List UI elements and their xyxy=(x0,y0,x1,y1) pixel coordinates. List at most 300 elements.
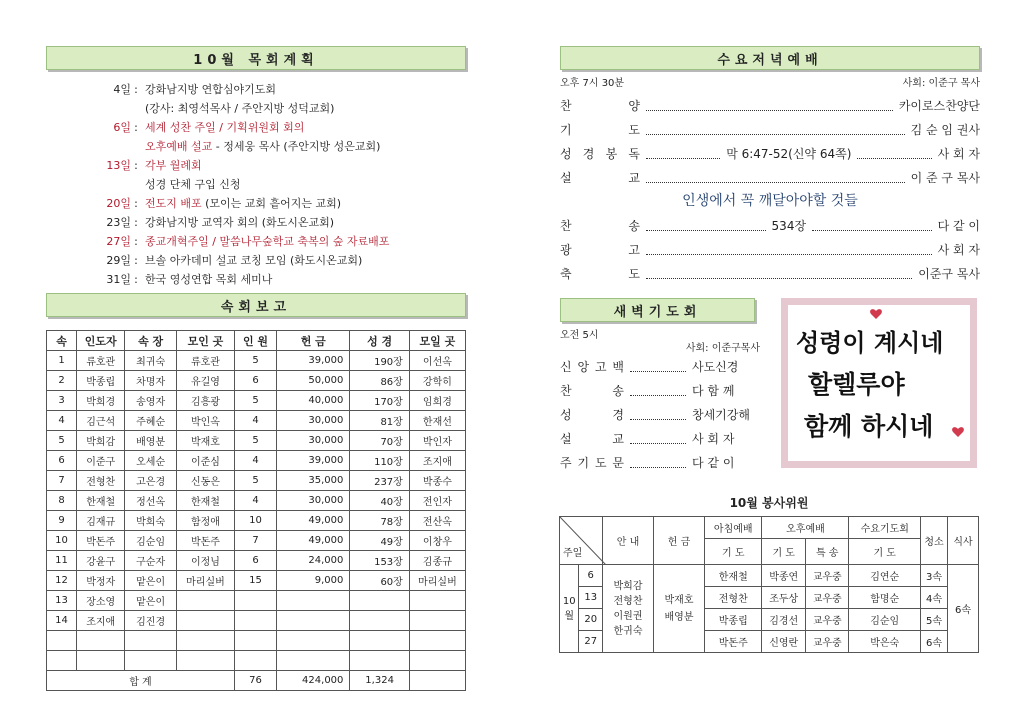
order-label: 설 교 xyxy=(560,170,640,185)
table-cell: 박인자 xyxy=(409,431,465,451)
table-cell: 마리실버 xyxy=(409,571,465,591)
table-cell: 이정님 xyxy=(176,551,234,571)
table-cell: 50,000 xyxy=(277,371,350,391)
plan-date xyxy=(46,175,131,194)
plan-text-highlight: 전도지 배포 xyxy=(145,197,202,210)
calligraphy-line-3: 함께 하시네 xyxy=(804,412,934,441)
cell-report-title: 속회보고 xyxy=(220,299,292,315)
afternoon-header: 오후예배 xyxy=(762,517,849,539)
plan-item xyxy=(46,251,466,270)
clean-header: 청소 xyxy=(921,517,948,565)
table-cell xyxy=(350,591,409,611)
table-cell: 최귀숙 xyxy=(125,351,177,371)
table-row xyxy=(47,431,466,451)
table-cell: 김재규 xyxy=(77,511,125,531)
leader-dots xyxy=(646,100,893,111)
table-cell: 박재호 xyxy=(176,431,234,451)
offering-header: 헌 금 xyxy=(654,517,705,565)
plan-text xyxy=(141,137,380,156)
offering-name: 박재호 xyxy=(664,594,694,606)
plan-text: 브솔 아카데미 설교 코칭 모임 (화도시온교회) xyxy=(145,254,363,267)
cell-report-col-header: 헌 금 xyxy=(277,331,350,351)
wed-prayer-sub: 기 도 xyxy=(849,539,921,565)
order-value: 다 같 이 xyxy=(937,218,980,233)
table-cell xyxy=(47,631,77,651)
table-cell: 전형찬 xyxy=(77,471,125,491)
plan-item xyxy=(46,270,466,289)
table-cell: 임희경 xyxy=(409,391,465,411)
plan-item xyxy=(46,118,466,137)
table-cell: 유길영 xyxy=(176,371,234,391)
table-cell: 맡은이 xyxy=(125,571,177,591)
table-row xyxy=(47,411,466,431)
table-cell: 70장 xyxy=(350,431,409,451)
table-cell: 맡은이 xyxy=(125,591,177,611)
dawn-line xyxy=(560,450,760,474)
table-cell: 한재철 xyxy=(176,491,234,511)
wednesday-time: 오후 7시 30분 xyxy=(560,78,625,89)
table-row xyxy=(47,511,466,531)
table-cell: 5 xyxy=(47,431,77,451)
dawn-label: 신 앙 고 백 xyxy=(560,359,624,374)
plan-text: 각부 월례회 xyxy=(145,159,202,172)
afternoon-prayer-cell: 김경선 xyxy=(762,609,805,631)
cell-report-col-header: 모일 곳 xyxy=(409,331,465,351)
table-cell xyxy=(409,651,465,671)
table-cell xyxy=(277,611,350,631)
table-cell xyxy=(77,631,125,651)
table-row xyxy=(47,571,466,591)
table-cell: 오세순 xyxy=(125,451,177,471)
afternoon-prayer-cell: 박종연 xyxy=(762,565,805,587)
plan-text: 한국 영성연합 목회 세미나 xyxy=(145,273,273,286)
order-middle: 막 6:47-52(신약 64쪽) xyxy=(726,146,852,161)
calligraphy-line-1: 성령이 계시네 xyxy=(796,329,944,357)
table-cell: 110장 xyxy=(350,451,409,471)
leader-dots xyxy=(812,220,932,231)
wed-prayer-cell: 김연순 xyxy=(849,565,921,587)
day-cell: 13 xyxy=(579,587,603,609)
plan-date: 31일 xyxy=(106,273,131,286)
day-cell: 6 xyxy=(579,565,603,587)
week-label: 주일 xyxy=(563,548,583,559)
table-cell: 30,000 xyxy=(277,491,350,511)
heart-icon-2 xyxy=(952,427,964,437)
afternoon-prayer-cell: 조두상 xyxy=(762,587,805,609)
total-people: 76 xyxy=(234,671,276,691)
table-cell xyxy=(277,631,350,651)
table-cell xyxy=(234,631,276,651)
plan-text: 강화남지방 교역자 회의 (화도시온교회) xyxy=(145,216,335,229)
plan-text: 세계 성찬 주일 / 기획위원회 회의 xyxy=(145,121,305,134)
table-cell: 5 xyxy=(234,471,276,491)
table-row xyxy=(47,371,466,391)
table-cell: 12 xyxy=(47,571,77,591)
calligraphy-art xyxy=(788,305,970,461)
table-cell: 장소영 xyxy=(77,591,125,611)
clean-cell: 3속 xyxy=(921,565,948,587)
clean-cell: 6속 xyxy=(921,631,948,653)
table-cell xyxy=(350,651,409,671)
total-label: 합 계 xyxy=(47,671,235,691)
dawn-value: 사 회 자 xyxy=(692,431,735,446)
total-offering: 424,000 xyxy=(277,671,350,691)
table-cell: 1 xyxy=(47,351,77,371)
table-cell: 81장 xyxy=(350,411,409,431)
table-cell: 153장 xyxy=(350,551,409,571)
table-cell xyxy=(47,651,77,671)
dawn-header xyxy=(560,298,755,322)
table-cell xyxy=(176,651,234,671)
plan-item xyxy=(46,213,466,232)
table-cell: 김흥광 xyxy=(176,391,234,411)
order-line xyxy=(560,117,980,141)
dawn-title: 새벽기도회 xyxy=(613,304,702,320)
table-cell: 강학히 xyxy=(409,371,465,391)
afternoon-prayer-sub: 기 도 xyxy=(762,539,805,565)
cell-report-header xyxy=(46,293,466,317)
table-cell: 9 xyxy=(47,511,77,531)
month-cell: 10월 xyxy=(560,565,579,653)
special-song-cell: 교우중 xyxy=(805,609,848,631)
volunteers-table xyxy=(559,516,979,653)
table-cell: 4 xyxy=(234,491,276,511)
total-bible: 1,324 xyxy=(350,671,409,691)
day-cell: 27 xyxy=(579,631,603,653)
table-row xyxy=(47,531,466,551)
table-cell xyxy=(277,651,350,671)
order-label: 성 경 봉 독 xyxy=(560,146,640,161)
table-cell: 조지애 xyxy=(409,451,465,471)
table-cell: 박희숙 xyxy=(125,511,177,531)
table-cell xyxy=(234,611,276,631)
leader-dots xyxy=(646,172,905,183)
dawn-time: 오전 5시 xyxy=(560,330,599,341)
leader-dots xyxy=(630,433,686,444)
table-cell: 배영분 xyxy=(125,431,177,451)
table-cell: 190장 xyxy=(350,351,409,371)
cell-report-header-row xyxy=(47,331,466,351)
plan-date: 27일 xyxy=(106,235,131,248)
order-value: 이 준 구 목사 xyxy=(910,170,980,185)
table-cell: 이준구 xyxy=(77,451,125,471)
leader-dots xyxy=(630,457,686,468)
plan-separator: : xyxy=(134,197,138,210)
table-cell: 강윤구 xyxy=(77,551,125,571)
oct-plan-header xyxy=(46,46,466,70)
leader-dots xyxy=(630,409,686,420)
morning-header: 아침예배 xyxy=(705,517,762,539)
table-cell: 김진경 xyxy=(125,611,177,631)
order-line xyxy=(560,213,980,237)
table-cell xyxy=(234,651,276,671)
dawn-host: 사회: 이준구목사 xyxy=(685,343,760,354)
table-cell: 박정자 xyxy=(77,571,125,591)
plan-separator: : xyxy=(134,254,138,267)
cell-report-total-row xyxy=(47,671,466,691)
table-row xyxy=(47,651,466,671)
table-cell xyxy=(350,611,409,631)
table-cell xyxy=(176,591,234,611)
table-cell: 6 xyxy=(234,551,276,571)
table-cell: 78장 xyxy=(350,511,409,531)
table-cell xyxy=(277,591,350,611)
plan-text xyxy=(141,194,341,213)
table-cell xyxy=(350,631,409,651)
meal-header: 식사 xyxy=(948,517,979,565)
plan-separator: : xyxy=(134,216,138,229)
week-header-cell xyxy=(560,517,603,565)
order-label: 축 도 xyxy=(560,266,640,281)
morning-prayer-cell: 박종립 xyxy=(705,609,762,631)
guide-header: 안 내 xyxy=(603,517,654,565)
table-cell: 40장 xyxy=(350,491,409,511)
guide-name: 이원권 xyxy=(613,610,643,622)
morning-prayer-cell: 한재철 xyxy=(705,565,762,587)
table-cell: 35,000 xyxy=(277,471,350,491)
table-cell: 30,000 xyxy=(277,431,350,451)
morning-prayer-sub: 기 도 xyxy=(705,539,762,565)
table-cell: 15 xyxy=(234,571,276,591)
dawn-label: 성 경 xyxy=(560,407,624,422)
plan-item xyxy=(46,80,466,99)
plan-text: 강화남지방 연합심야기도회 xyxy=(145,83,277,96)
table-cell: 4 xyxy=(47,411,77,431)
table-cell: 정선옥 xyxy=(125,491,177,511)
order-middle: 534장 xyxy=(771,218,807,233)
table-cell xyxy=(77,651,125,671)
leader-dots xyxy=(630,361,686,372)
dawn-line xyxy=(560,402,760,426)
table-cell: 4 xyxy=(234,451,276,471)
table-cell: 7 xyxy=(47,471,77,491)
table-cell: 237장 xyxy=(350,471,409,491)
plan-text: 종교개혁주일 / 말씀나무숲학교 축복의 숲 자료배포 xyxy=(145,235,390,248)
volunteers-title: 10월 봉사위원 xyxy=(729,496,809,510)
dawn-label: 주 기 도 문 xyxy=(560,455,624,470)
table-row xyxy=(47,611,466,631)
guide-name: 한귀숙 xyxy=(613,625,643,637)
guide-name: 박희감 xyxy=(613,580,643,592)
order-value: 김 순 임 권사 xyxy=(910,122,980,137)
table-cell: 이선옥 xyxy=(409,351,465,371)
cell-report-table xyxy=(46,330,466,691)
table-cell: 11 xyxy=(47,551,77,571)
dawn-value: 다 함 께 xyxy=(692,383,735,398)
table-cell: 60장 xyxy=(350,571,409,591)
table-cell: 박종립 xyxy=(77,371,125,391)
plan-separator xyxy=(131,137,141,156)
order-label: 광 고 xyxy=(560,242,640,257)
plan-text: 성경 단체 구입 신청 xyxy=(145,178,241,191)
table-cell: 10 xyxy=(47,531,77,551)
table-cell: 6 xyxy=(47,451,77,471)
table-cell: 40,000 xyxy=(277,391,350,411)
table-cell: 송영자 xyxy=(125,391,177,411)
table-cell xyxy=(125,631,177,651)
table-cell: 5 xyxy=(234,351,276,371)
plan-item xyxy=(46,194,466,213)
plan-separator: : xyxy=(134,121,138,134)
order-value: 사 회 자 xyxy=(937,146,980,161)
table-row xyxy=(47,591,466,611)
wednesday-header xyxy=(560,46,980,70)
table-cell: 24,000 xyxy=(277,551,350,571)
table-cell: 5 xyxy=(234,431,276,451)
order-line xyxy=(560,261,980,285)
clean-cell: 5속 xyxy=(921,609,948,631)
table-cell: 김종규 xyxy=(409,551,465,571)
cell-report-col-header: 인도자 xyxy=(77,331,125,351)
plan-item xyxy=(46,156,466,175)
table-cell: 박종수 xyxy=(409,471,465,491)
cell-report-col-header: 인 원 xyxy=(234,331,276,351)
table-cell: 전인자 xyxy=(409,491,465,511)
plan-date: 13일 xyxy=(106,159,131,172)
leader-dots xyxy=(646,244,932,255)
table-cell: 고은경 xyxy=(125,471,177,491)
plan-separator: : xyxy=(134,83,138,96)
oct-plan-title: 10월 목회계획 xyxy=(193,52,319,68)
order-line xyxy=(560,237,980,261)
table-cell: 8 xyxy=(47,491,77,511)
leader-dots xyxy=(646,268,912,279)
table-cell: 4 xyxy=(234,411,276,431)
order-value: 이준구 목사 xyxy=(918,266,980,281)
order-line xyxy=(560,141,980,165)
table-cell xyxy=(176,631,234,651)
table-cell xyxy=(409,591,465,611)
guide-name: 전형찬 xyxy=(613,595,643,607)
order-value: 카이로스찬양단 xyxy=(898,98,980,113)
leader-dots xyxy=(857,148,931,159)
table-cell: 류호관 xyxy=(77,351,125,371)
table-cell: 박희감 xyxy=(77,431,125,451)
leader-dots xyxy=(630,385,686,396)
plan-separator: : xyxy=(134,159,138,172)
table-row xyxy=(47,471,466,491)
wed-header: 수요기도회 xyxy=(849,517,921,539)
cell-report-col-header: 속 장 xyxy=(125,331,177,351)
total-empty xyxy=(409,671,465,691)
dawn-value: 창세기강해 xyxy=(692,407,750,422)
special-song-cell: 교우중 xyxy=(805,565,848,587)
table-cell: 김근석 xyxy=(77,411,125,431)
plan-date: 6일 xyxy=(113,121,131,134)
plan-text-highlight: 오후예배 설교 xyxy=(145,140,213,153)
plan-date: 29일 xyxy=(106,254,131,267)
table-cell: 한재선 xyxy=(409,411,465,431)
table-cell xyxy=(234,591,276,611)
leader-dots xyxy=(646,148,720,159)
table-cell: 마리실버 xyxy=(176,571,234,591)
special-song-cell: 교우중 xyxy=(805,587,848,609)
table-cell: 이준심 xyxy=(176,451,234,471)
wednesday-title: 수요저녁예배 xyxy=(717,52,823,68)
table-cell: 전산옥 xyxy=(409,511,465,531)
order-line xyxy=(560,93,980,117)
order-label: 찬 송 xyxy=(560,218,640,233)
calligraphy-card xyxy=(781,298,977,468)
table-cell: 구순자 xyxy=(125,551,177,571)
sermon-title: 인생에서 꼭 깨달아야할 것들 xyxy=(682,193,858,209)
day-cell: 20 xyxy=(579,609,603,631)
table-cell: 6 xyxy=(234,371,276,391)
table-cell: 김순임 xyxy=(125,531,177,551)
cell-report-col-header: 속 xyxy=(47,331,77,351)
plan-text-rest: - 정세웅 목사 (주안지방 성은교회) xyxy=(212,140,381,153)
table-cell: 9,000 xyxy=(277,571,350,591)
leader-dots xyxy=(646,220,766,231)
table-row xyxy=(47,351,466,371)
cell-report-col-header: 모인 곳 xyxy=(176,331,234,351)
table-cell: 차명자 xyxy=(125,371,177,391)
cell-report-col-header: 성 경 xyxy=(350,331,409,351)
plan-separator: : xyxy=(134,273,138,286)
table-row xyxy=(47,391,466,411)
table-cell: 39,000 xyxy=(277,351,350,371)
dawn-order xyxy=(560,326,760,474)
table-cell: 함정애 xyxy=(176,511,234,531)
morning-prayer-cell: 전형찬 xyxy=(705,587,762,609)
plan-text-rest: (모이는 교회 흩어지는 교회) xyxy=(201,197,342,210)
dawn-label: 설 교 xyxy=(560,431,624,446)
dawn-value: 사도신경 xyxy=(692,359,739,374)
wednesday-host: 사회: 이준구 목사 xyxy=(902,78,980,89)
clean-cell: 4속 xyxy=(921,587,948,609)
plan-separator: : xyxy=(134,235,138,248)
heart-icon xyxy=(870,309,882,319)
special-song-cell: 교우중 xyxy=(805,631,848,653)
plan-date: 20일 xyxy=(106,197,131,210)
table-cell xyxy=(409,611,465,631)
dawn-line xyxy=(560,378,760,402)
offering-cell xyxy=(654,565,705,653)
dawn-label: 찬 송 xyxy=(560,383,624,398)
table-row xyxy=(47,491,466,511)
table-cell: 49,000 xyxy=(277,531,350,551)
order-line xyxy=(560,165,980,189)
wednesday-order xyxy=(560,74,980,285)
table-cell: 30,000 xyxy=(277,411,350,431)
order-label: 찬 양 xyxy=(560,98,640,113)
table-cell: 박희경 xyxy=(77,391,125,411)
calligraphy-panel xyxy=(788,305,970,461)
table-cell: 주혜순 xyxy=(125,411,177,431)
table-row xyxy=(47,551,466,571)
oct-plan-list xyxy=(46,80,466,289)
table-cell: 7 xyxy=(234,531,276,551)
plan-date: 23일 xyxy=(106,216,131,229)
plan-item xyxy=(46,232,466,251)
morning-prayer-cell: 박돈주 xyxy=(705,631,762,653)
afternoon-special-sub: 특 송 xyxy=(805,539,848,565)
table-cell: 49,000 xyxy=(277,511,350,531)
plan-text: (강사: 최영석목사 / 주안지방 성덕교회) xyxy=(145,102,335,115)
plan-item xyxy=(46,137,466,156)
table-cell: 14 xyxy=(47,611,77,631)
afternoon-prayer-cell: 신영란 xyxy=(762,631,805,653)
table-cell xyxy=(176,611,234,631)
table-cell: 39,000 xyxy=(277,451,350,471)
wed-prayer-cell: 함명순 xyxy=(849,587,921,609)
table-cell xyxy=(125,651,177,671)
wed-prayer-cell: 박은숙 xyxy=(849,631,921,653)
plan-item xyxy=(46,99,466,118)
table-cell: 류호관 xyxy=(176,351,234,371)
dawn-line xyxy=(560,426,760,450)
plan-date xyxy=(46,99,131,118)
